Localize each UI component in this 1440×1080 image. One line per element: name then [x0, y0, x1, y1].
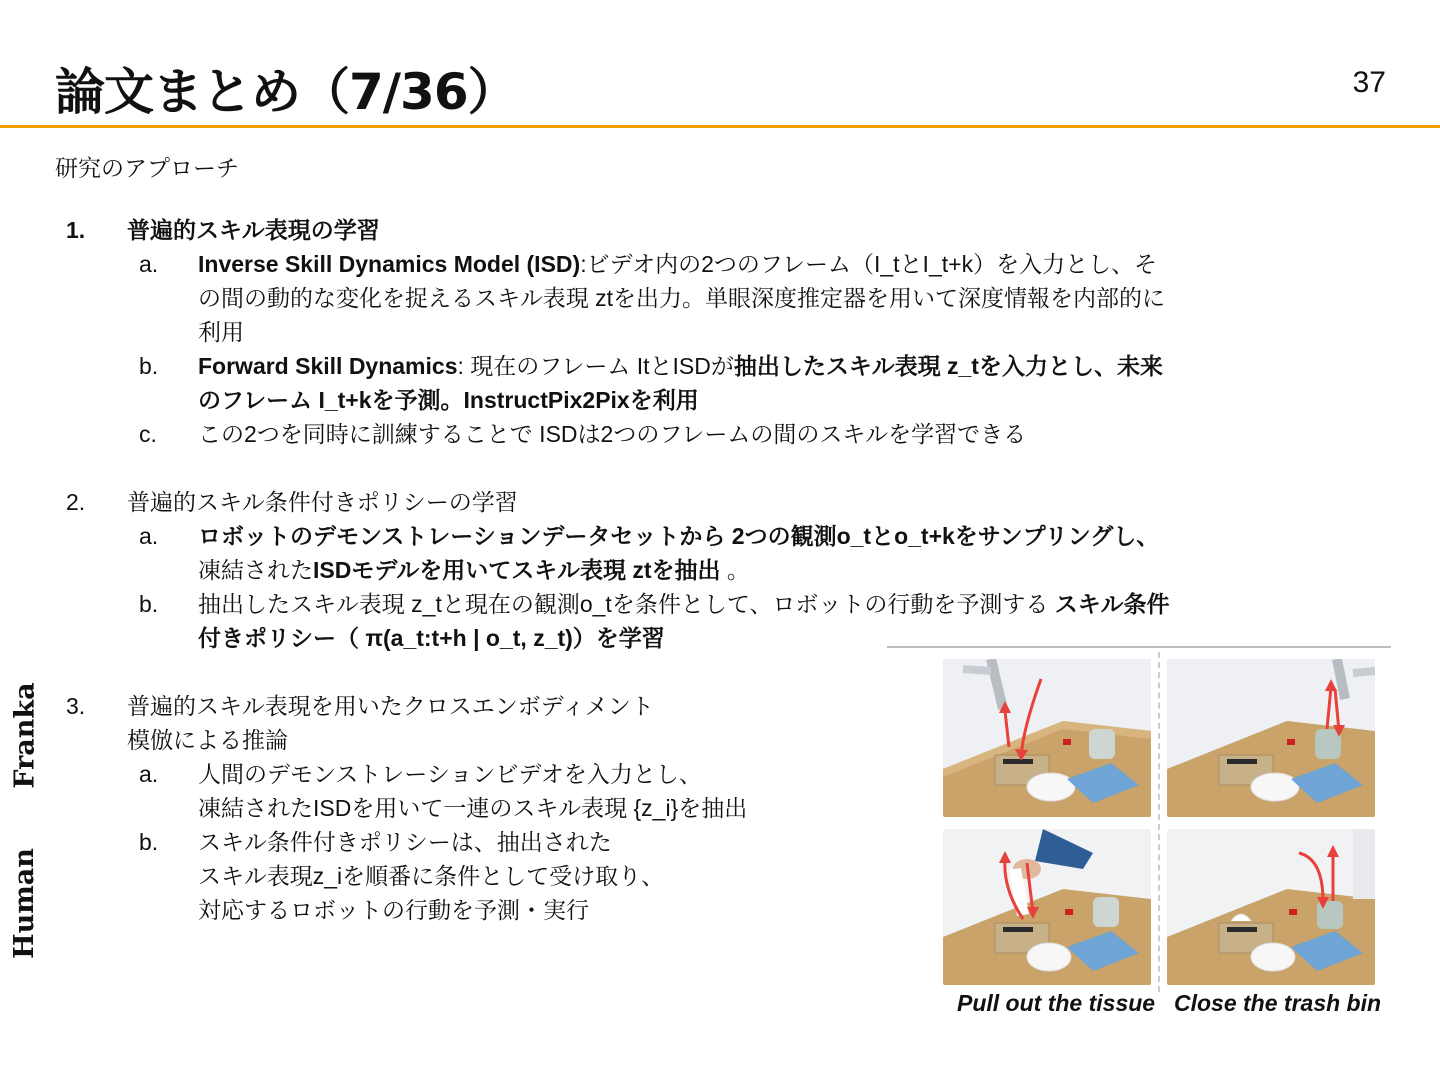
- page-number: 37: [1352, 66, 1386, 99]
- item-text-bold: スキル条件付きポリシー（ π(a_t:t+h | o_t, z_t)）を学習: [198, 591, 1170, 651]
- list-marker: a.: [139, 523, 159, 549]
- item-text-bold: ISDモデルを用いてスキル表現 ztを抽出: [313, 557, 721, 583]
- list-item: [0, 757, 860, 825]
- photo-franka-tissue: [943, 659, 1151, 817]
- list-marker: b.: [139, 829, 159, 855]
- list-item: [0, 247, 1180, 349]
- item-text: 人間のデモンストレーションビデオを入力とし、: [198, 761, 702, 787]
- item-text: 。: [720, 557, 750, 583]
- figure-column-divider: [1158, 652, 1160, 992]
- section-heading: 普遍的スキル表現の学習: [127, 217, 380, 243]
- section-number: 3.: [66, 693, 86, 719]
- item-text-bold: 抽出したスキル表現 z_tを入力とし、未来のフレーム I_t+kを予測。InstructPix2Pixを利用: [198, 353, 1163, 413]
- item-text: :ビデオ内の2つのフレーム（I_tとI_t+k）を入力とし、その間の動的な変化を捉えるスキル表現 ztを出力。単眼深度推定器を用いて深度情報を内部的に利用: [198, 251, 1166, 345]
- section-heading-line: 普遍的スキル表現を用いたクロスエンボディメント: [127, 693, 654, 719]
- caption-close-trashbin: Close the trash bin: [1174, 990, 1382, 1016]
- row-label-franka: Franka: [9, 682, 41, 789]
- section-3-heading: [0, 689, 987, 757]
- section-number: 1.: [66, 217, 86, 243]
- term-isd: Inverse Skill Dynamics Model (ISD): [198, 251, 581, 277]
- list-item: [0, 417, 1180, 451]
- section-heading: 普遍的スキル条件付きポリシーの学習: [127, 489, 518, 515]
- section-number: 2.: [66, 489, 86, 515]
- list-marker: b.: [139, 591, 159, 617]
- list-marker: a.: [139, 761, 159, 787]
- row-label-human: Human: [8, 848, 40, 959]
- item-text: 凍結された: [198, 557, 313, 583]
- list-item: [0, 825, 860, 927]
- list-marker: b.: [139, 353, 159, 379]
- item-text: 凍結されたISDを用いて一連のスキル表現 {z_i}を抽出: [198, 795, 748, 821]
- header-divider: [0, 125, 1440, 128]
- figure-top-rule: [887, 646, 1391, 648]
- item-text: この2つを同時に訓練することで ISDは2つのフレームの間のスキルを学習できる: [198, 421, 1027, 447]
- list-item: [0, 349, 1180, 417]
- section-heading-line: 模倣による推論: [127, 727, 288, 753]
- item-text: 抽出したスキル表現 z_tと現在の観測o_tを条件として、ロボットの行動を予測する: [198, 591, 1055, 617]
- list-item: [0, 587, 1180, 655]
- photo-franka-trashbin: [1167, 659, 1375, 817]
- item-text-bold: ロボットのデモンストレーションデータセットから 2つの観測o_tとo_t+kをサンプリングし、: [198, 523, 1160, 549]
- term-forward-skill: Forward Skill Dynamics: [198, 353, 458, 379]
- item-text: スキル表現z_iを順番に条件として受け取り、: [198, 863, 665, 889]
- list-marker: a.: [139, 251, 159, 277]
- caption-pull-tissue: Pull out the tissue: [957, 990, 1156, 1016]
- list-item: [0, 519, 1180, 587]
- slide-title: 論文まとめ（7/36）: [55, 63, 517, 121]
- item-text: : 現在のフレーム ItとISDが: [457, 353, 734, 379]
- photo-human-trashbin: [1167, 829, 1375, 985]
- list-marker: c.: [139, 421, 157, 447]
- item-text: 対応するロボットの行動を予測・実行: [198, 897, 589, 923]
- section-subtitle: 研究のアプローチ: [55, 155, 239, 181]
- item-text: スキル条件付きポリシーは、抽出された: [198, 829, 612, 855]
- section-2-heading: [0, 485, 1400, 519]
- photo-human-tissue: [943, 829, 1151, 985]
- section-1-heading: [0, 213, 1400, 247]
